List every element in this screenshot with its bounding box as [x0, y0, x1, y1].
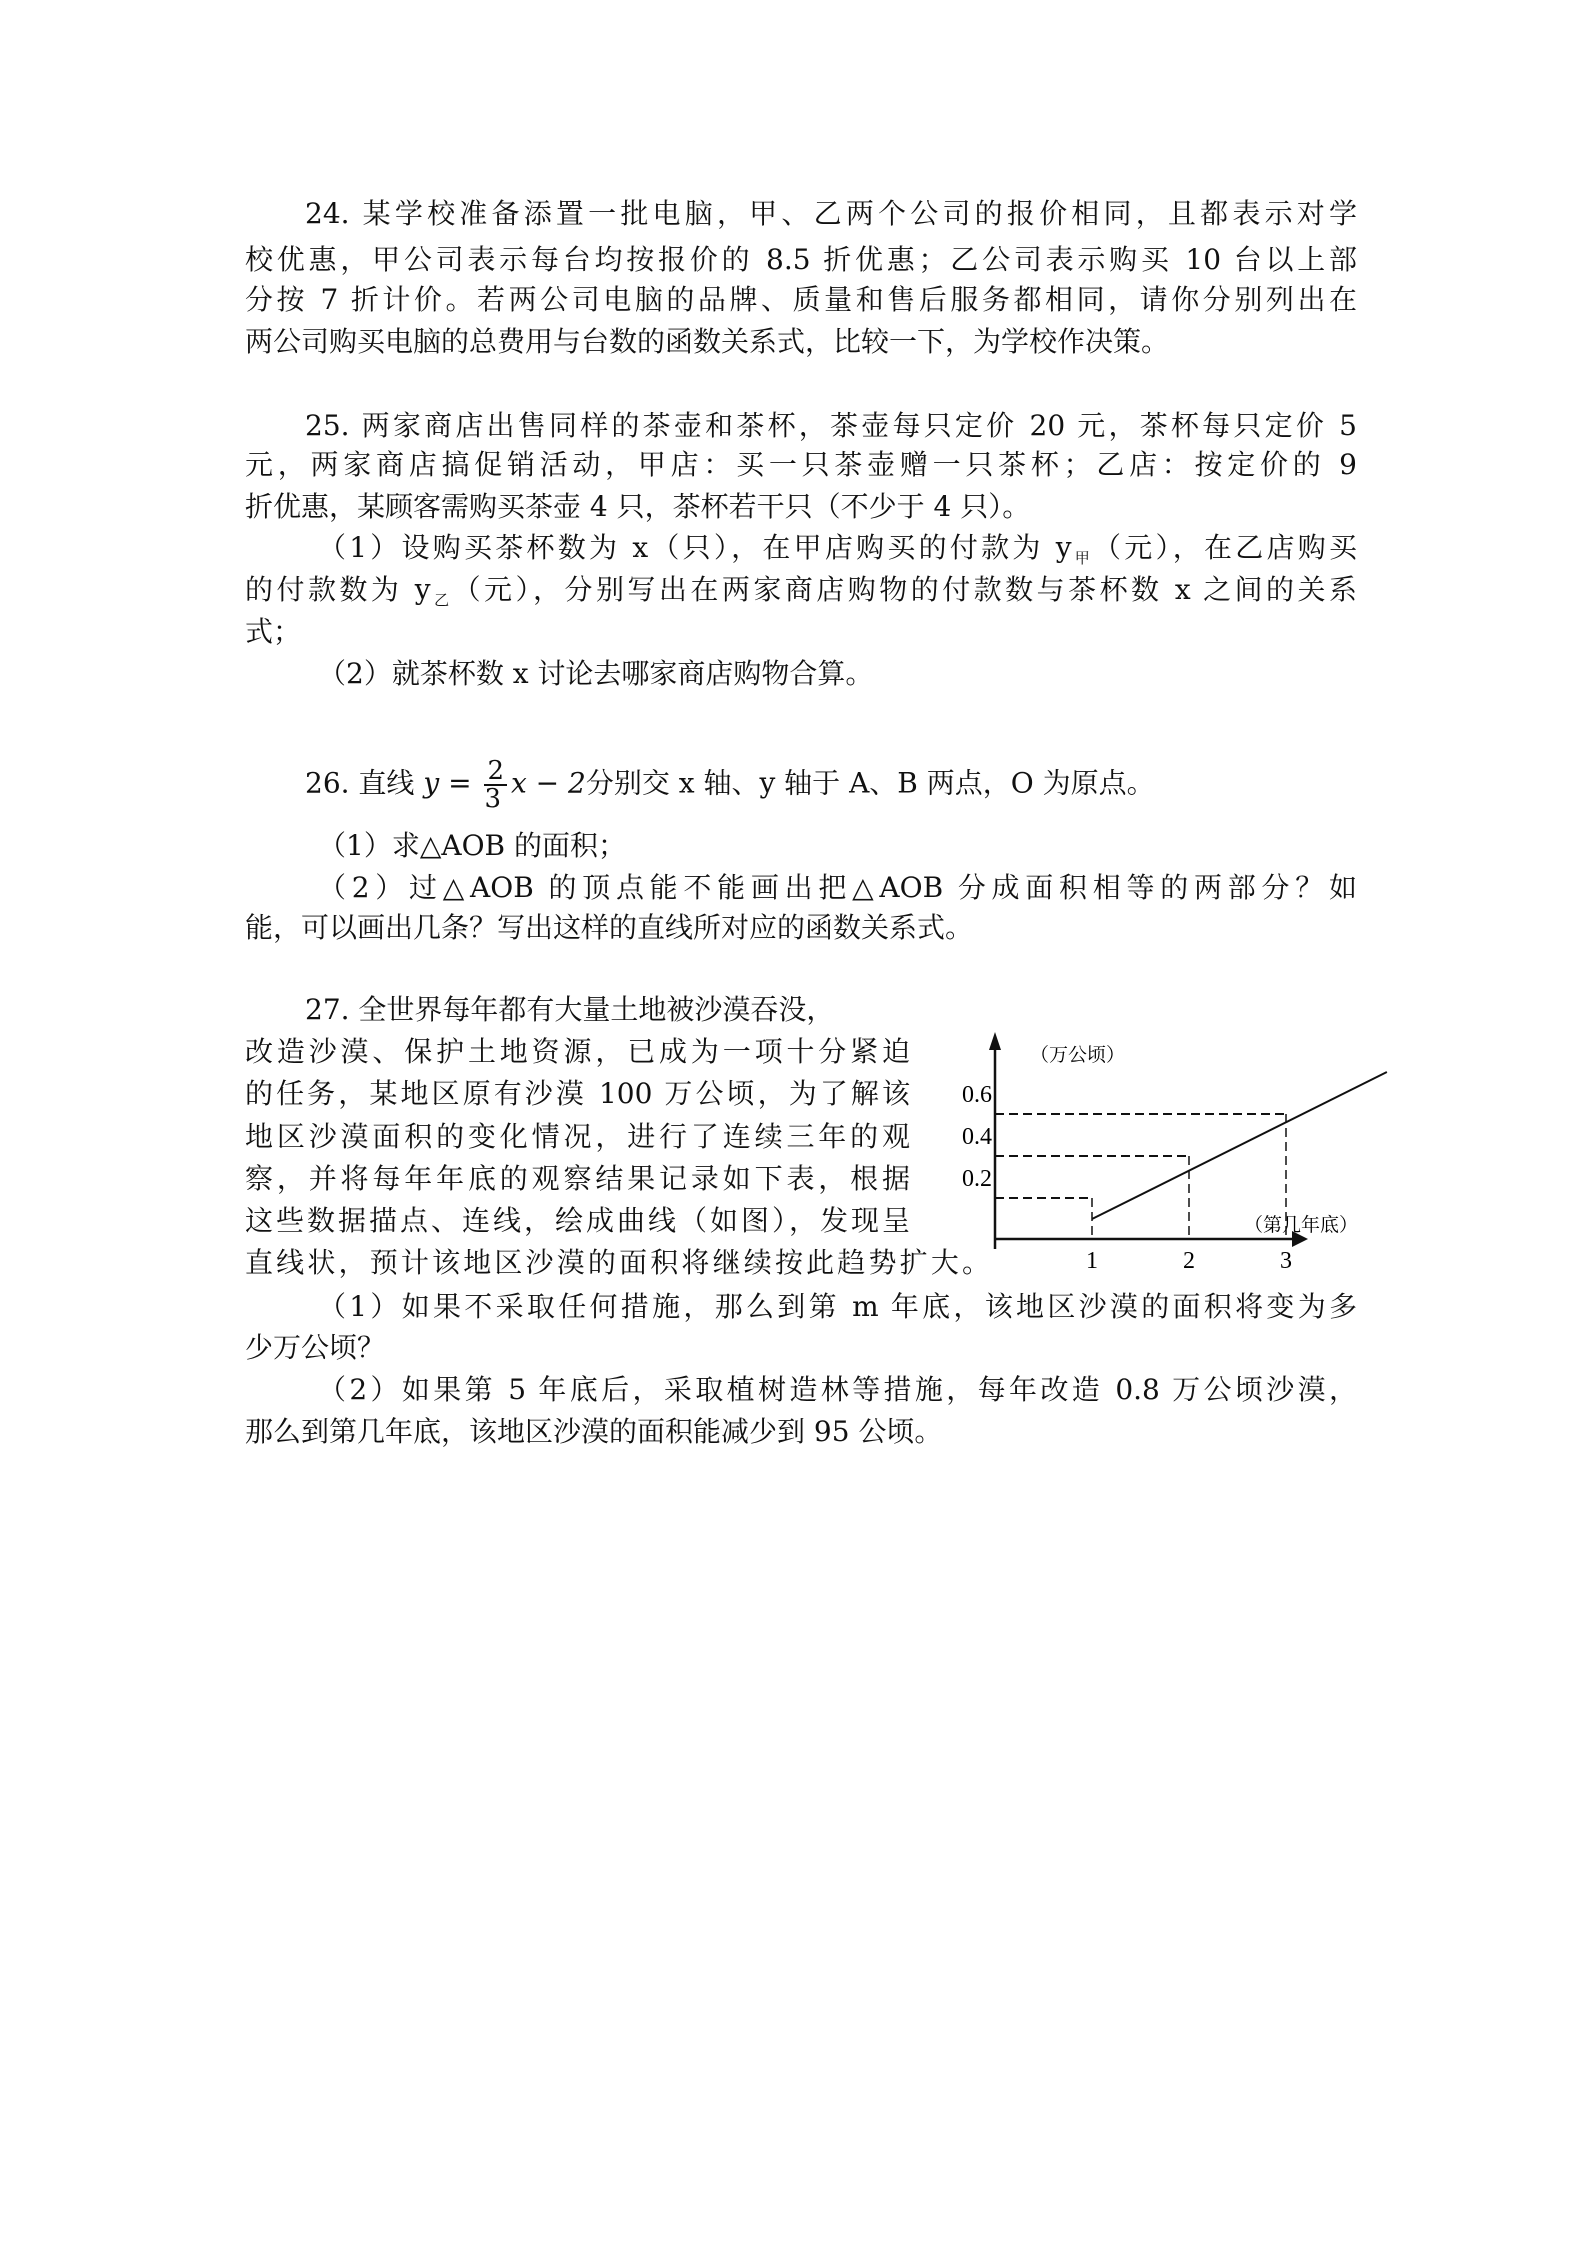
trend-line [1092, 1072, 1387, 1219]
q25-line-3: 折优惠，某顾客需购买茶壶 4 只，茶杯若干只（不少于 4 只）。 [245, 490, 1031, 523]
q27-part2-line-1: （2）如果第 5 年底后，采取植树造林等措施，每年改造 0.8 万公顷沙漠， [318, 1373, 1357, 1406]
subscript-jia: 甲 [1071, 549, 1094, 567]
q24-line-3: 分按 7 折计价。若两公司电脑的品牌、质量和售后服务都相同，请你分别列出在 [245, 283, 1357, 316]
q25-part2: （2）就茶杯数 x 讨论去哪家商店购物合算。 [318, 657, 874, 690]
q25-part1-text-b: （元），在乙店购买 [1093, 531, 1357, 564]
fraction-denominator: 3 [484, 784, 501, 814]
q24-line-1: 24. 某学校准备添置一批电脑，甲、乙两个公司的报价相同，且都表示对学 [305, 197, 1357, 230]
q25-line-1: 25. 两家商店出售同样的茶壶和茶杯，茶壶每只定价 20 元，茶杯每只定价 5 [305, 409, 1357, 442]
y-axis-label: （万公顷） [1030, 1045, 1126, 1066]
x-tick-label: 3 [1280, 1248, 1292, 1274]
q27-line-5: 察，并将每年年底的观察结果记录如下表，根据 [245, 1162, 910, 1195]
q27-line-4: 地区沙漠面积的变化情况，进行了连续三年的观 [245, 1120, 910, 1153]
q27-line-3: 的任务，某地区原有沙漠 100 万公顷，为了解该 [245, 1077, 910, 1110]
q26-part1: （1）求△AOB 的面积； [318, 829, 627, 862]
q27-line-6: 这些数据描点、连线，绘成曲线（如图），发现呈 [245, 1204, 910, 1237]
q27-line-1: 27. 全世界每年都有大量土地被沙漠吞没， [305, 993, 835, 1026]
fraction-numerator: 2 [484, 758, 507, 786]
q25-part1-text-c: 的付款数为 y [245, 573, 431, 606]
y-tick-label: 0.4 [962, 1124, 992, 1150]
q26-part2-line-1: （2）过△AOB 的顶点能不能画出把△AOB 分成面积相等的两部分？如 [318, 871, 1357, 904]
q26-prefix: 26. 直线 [305, 766, 424, 800]
y-tick-label: 0.2 [962, 1166, 992, 1192]
q25-part1-line-3: 式； [245, 615, 302, 648]
equation-y: y [423, 766, 440, 800]
q25-line-2: 元，两家商店搞促销活动，甲店：买一只茶壶赠一只茶杯；乙店：按定价的 9 [245, 448, 1357, 481]
equation-equals: = [439, 766, 481, 800]
q27-part2-line-2: 那么到第几年底，该地区沙漠的面积能减少到 95 公顷。 [245, 1415, 943, 1448]
y-tick-label: 0.6 [962, 1082, 992, 1108]
q27-part1-line-1: （1）如果不采取任何措施，那么到第 m 年底，该地区沙漠的面积将变为多 [318, 1290, 1357, 1323]
y-axis-arrow-icon [989, 1032, 1001, 1050]
q24-line-2: 校优惠，甲公司表示每台均按报价的 8.5 折优惠；乙公司表示购买 10 台以上部 [245, 243, 1357, 276]
q24-line-4: 两公司购买电脑的总费用与台数的函数关系式，比较一下，为学校作决策。 [245, 325, 1170, 358]
q26-suffix: 分别交 x 轴、y 轴于 A、B 两点，O 为原点。 [585, 766, 1155, 800]
x-tick-label: 2 [1183, 1248, 1195, 1274]
q26-part2-line-2: 能，可以画出几条？写出这样的直线所对应的函数关系式。 [245, 911, 974, 944]
x-tick-label: 1 [1086, 1248, 1098, 1274]
x-axis-label: （第几年底） [1243, 1215, 1359, 1236]
equation-rest: x − 2 [510, 766, 586, 800]
q27-line-2: 改造沙漠、保护土地资源，已成为一项十分紧迫 [245, 1035, 910, 1068]
subscript-yi: 乙 [430, 591, 453, 609]
q25-part1-text-d: （元），分别写出在两家商店购物的付款数与茶杯数 x 之间的关系 [452, 573, 1357, 606]
q27-line-7: 直线状，预计该地区沙漠的面积将继续按此趋势扩大。 [245, 1246, 990, 1279]
q25-part1-text-a: （1）设购买茶杯数为 x（只），在甲店购买的付款为 y [318, 531, 1072, 564]
q27-part1-line-2: 少万公顷？ [245, 1331, 386, 1364]
